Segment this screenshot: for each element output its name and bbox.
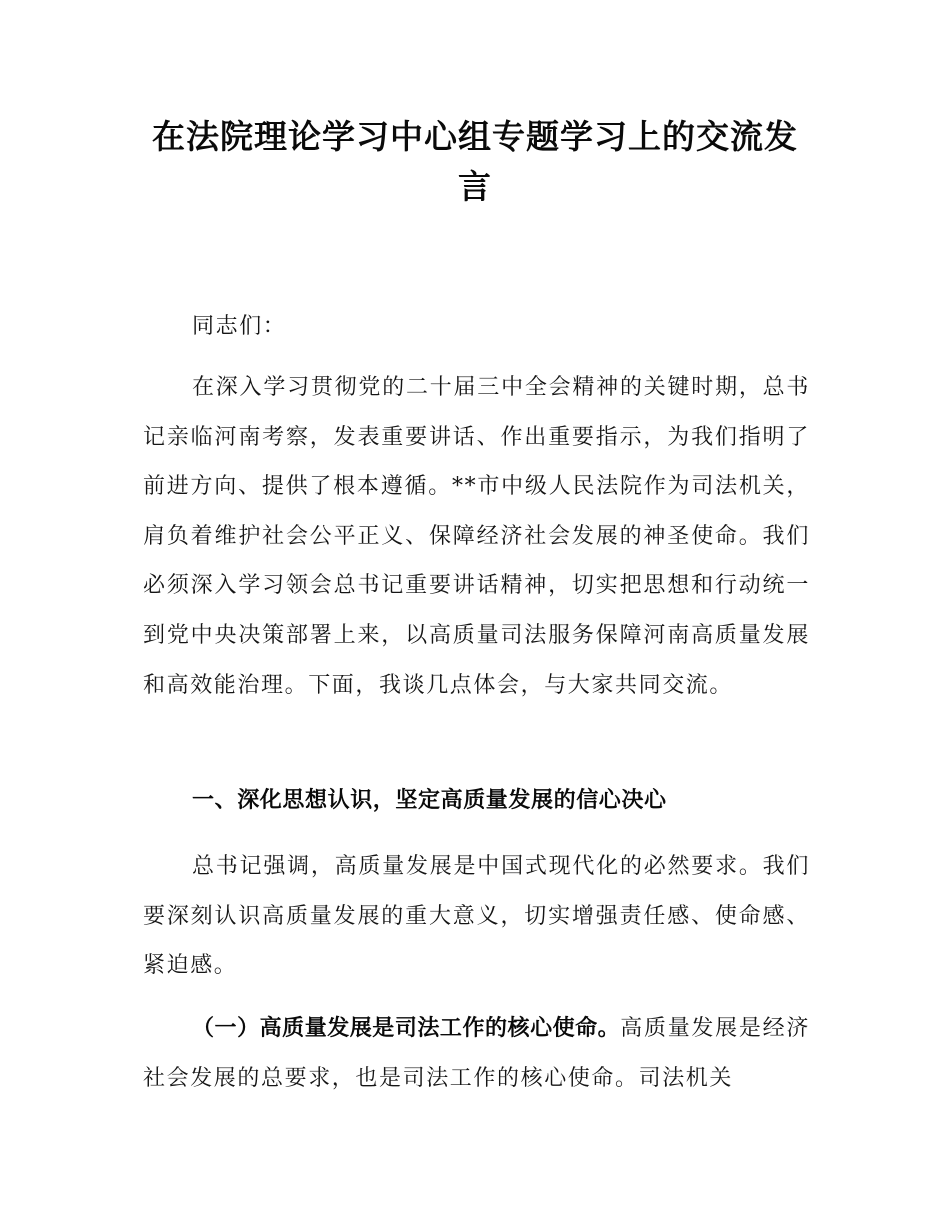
section-heading-1: 一、深化思想认识，坚定高质量发展的信心决心 <box>192 788 667 813</box>
section-intro-paragraph: 总书记强调，高质量发展是中国式现代化的必然要求。我们要深刻认识高质量发展的重大意义，切实增强责任感、使命感、紧迫感。 <box>143 854 810 979</box>
salutation: 同志们： <box>192 314 287 339</box>
subsection-text: 高质量发展是经济社会发展的总要求，也是司法工作的核心使命。司法机关 <box>143 1016 810 1091</box>
subsection-paragraph <box>143 1004 810 1103</box>
document-title: 在法院理论学习中心组专题学习上的交流发言 <box>152 117 798 206</box>
opening-paragraph: 在深入学习贯彻党的二十届三中全会精神的关键时期，总书记亲临河南考察，发表重要讲话、作出重要指示，为我们指明了前进方向、提供了根本遵循。**市中级人民法院作为司法机关，肩负着维护社会公平正义、保障经济社会发展的神圣使命。我们必须深入学习领会总书记重要讲话精神，切实把思想和行动统一到党中央决策部署上来，以高质量司法服务保障河南高质量发展和高效能治理。下面，我谈几点体会，与大家共同交流。 <box>143 375 810 698</box>
subsection-lead: （一）高质量发展是司法工作的核心使命。 <box>192 1016 621 1041</box>
